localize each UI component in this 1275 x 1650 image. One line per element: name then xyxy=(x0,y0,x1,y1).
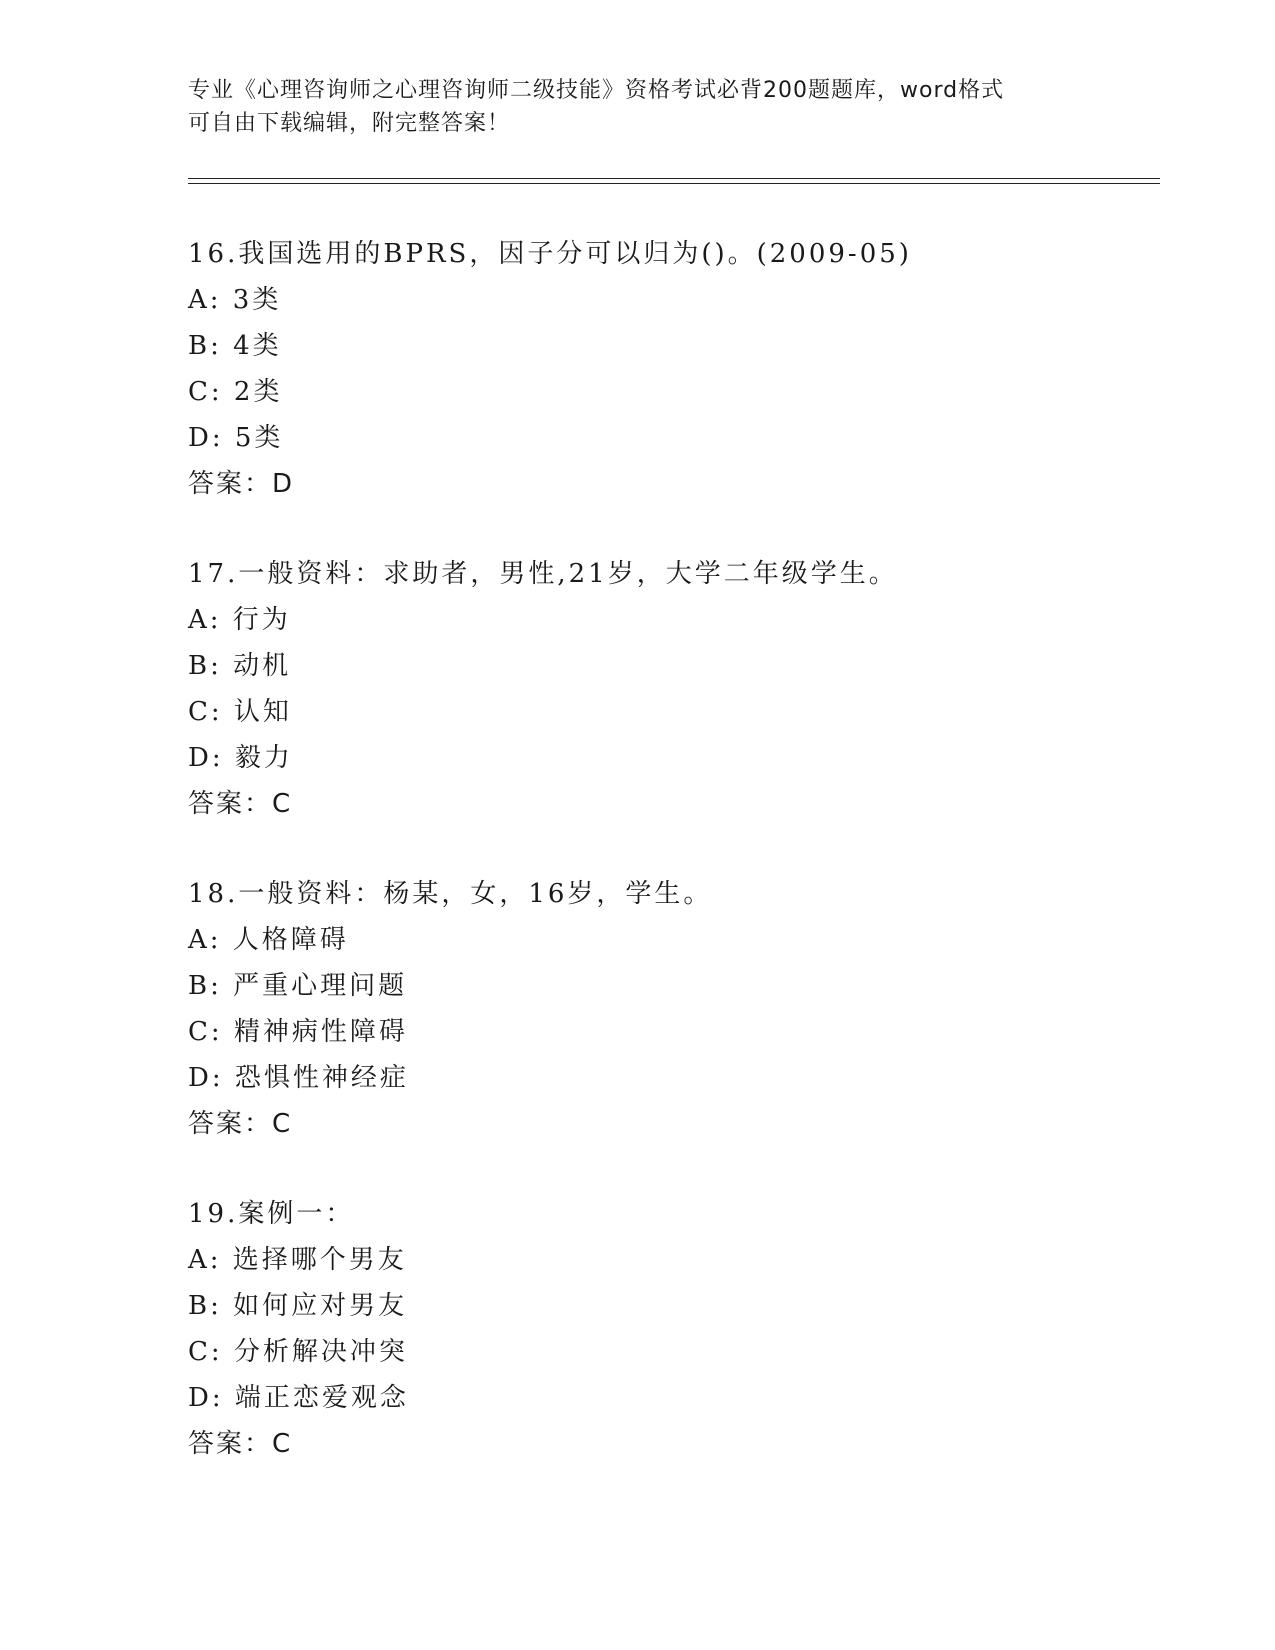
question-block xyxy=(188,871,1148,1147)
header-line-1: 专业《心理咨询师之心理咨询师二级技能》资格考试必背200题题库，word格式 xyxy=(188,78,1005,103)
option-a: A: 人格障碍 xyxy=(188,925,349,955)
header-line-2: 可自由下载编辑，附完整答案！ xyxy=(188,111,511,136)
option-b: B: 动机 xyxy=(188,651,292,681)
option-c: C: 2类 xyxy=(188,377,283,407)
question-block xyxy=(188,551,1148,827)
option-d: D: 端正恋爱观念 xyxy=(188,1383,409,1413)
question-title: 18.一般资料：杨某，女，16岁，学生。 xyxy=(188,879,713,909)
option-d: D: 恐惧性神经症 xyxy=(188,1063,409,1093)
question-block xyxy=(188,1191,1148,1467)
answer-value: D xyxy=(272,469,293,499)
header-divider-top xyxy=(188,178,1160,179)
document-header xyxy=(188,74,1068,140)
option-c: C: 分析解决冲突 xyxy=(188,1337,408,1367)
question-block xyxy=(188,231,1148,507)
answer-line xyxy=(188,1101,1148,1147)
option-c: C: 精神病性障碍 xyxy=(188,1017,408,1047)
option-b: B: 4类 xyxy=(188,331,282,361)
answer-label: 答案： xyxy=(188,1429,273,1459)
option-b: B: 严重心理问题 xyxy=(188,971,408,1001)
question-title: 19.案例一： xyxy=(188,1199,355,1229)
option-c: C: 认知 xyxy=(188,697,292,727)
answer-label: 答案： xyxy=(188,789,273,819)
option-a: A: 3类 xyxy=(188,285,282,315)
answer-label: 答案： xyxy=(188,1109,273,1139)
answer-line xyxy=(188,781,1148,827)
option-a: A: 行为 xyxy=(188,605,291,635)
header-divider-bottom xyxy=(188,183,1160,184)
question-title: 17.一般资料：求助者，男性,21岁，大学二年级学生。 xyxy=(188,559,898,589)
option-d: D: 毅力 xyxy=(188,743,293,773)
answer-value: C xyxy=(272,1109,291,1139)
option-a: A: 选择哪个男友 xyxy=(188,1245,407,1275)
option-d: D: 5类 xyxy=(188,423,284,453)
answer-label: 答案： xyxy=(188,469,273,499)
answer-value: C xyxy=(272,789,291,819)
answer-line xyxy=(188,1421,1148,1467)
option-b: B: 如何应对男友 xyxy=(188,1291,408,1321)
question-title: 16.我国选用的BPRS，因子分可以归为()。(2009-05) xyxy=(188,239,912,269)
answer-value: C xyxy=(272,1429,291,1459)
answer-line xyxy=(188,461,1148,507)
